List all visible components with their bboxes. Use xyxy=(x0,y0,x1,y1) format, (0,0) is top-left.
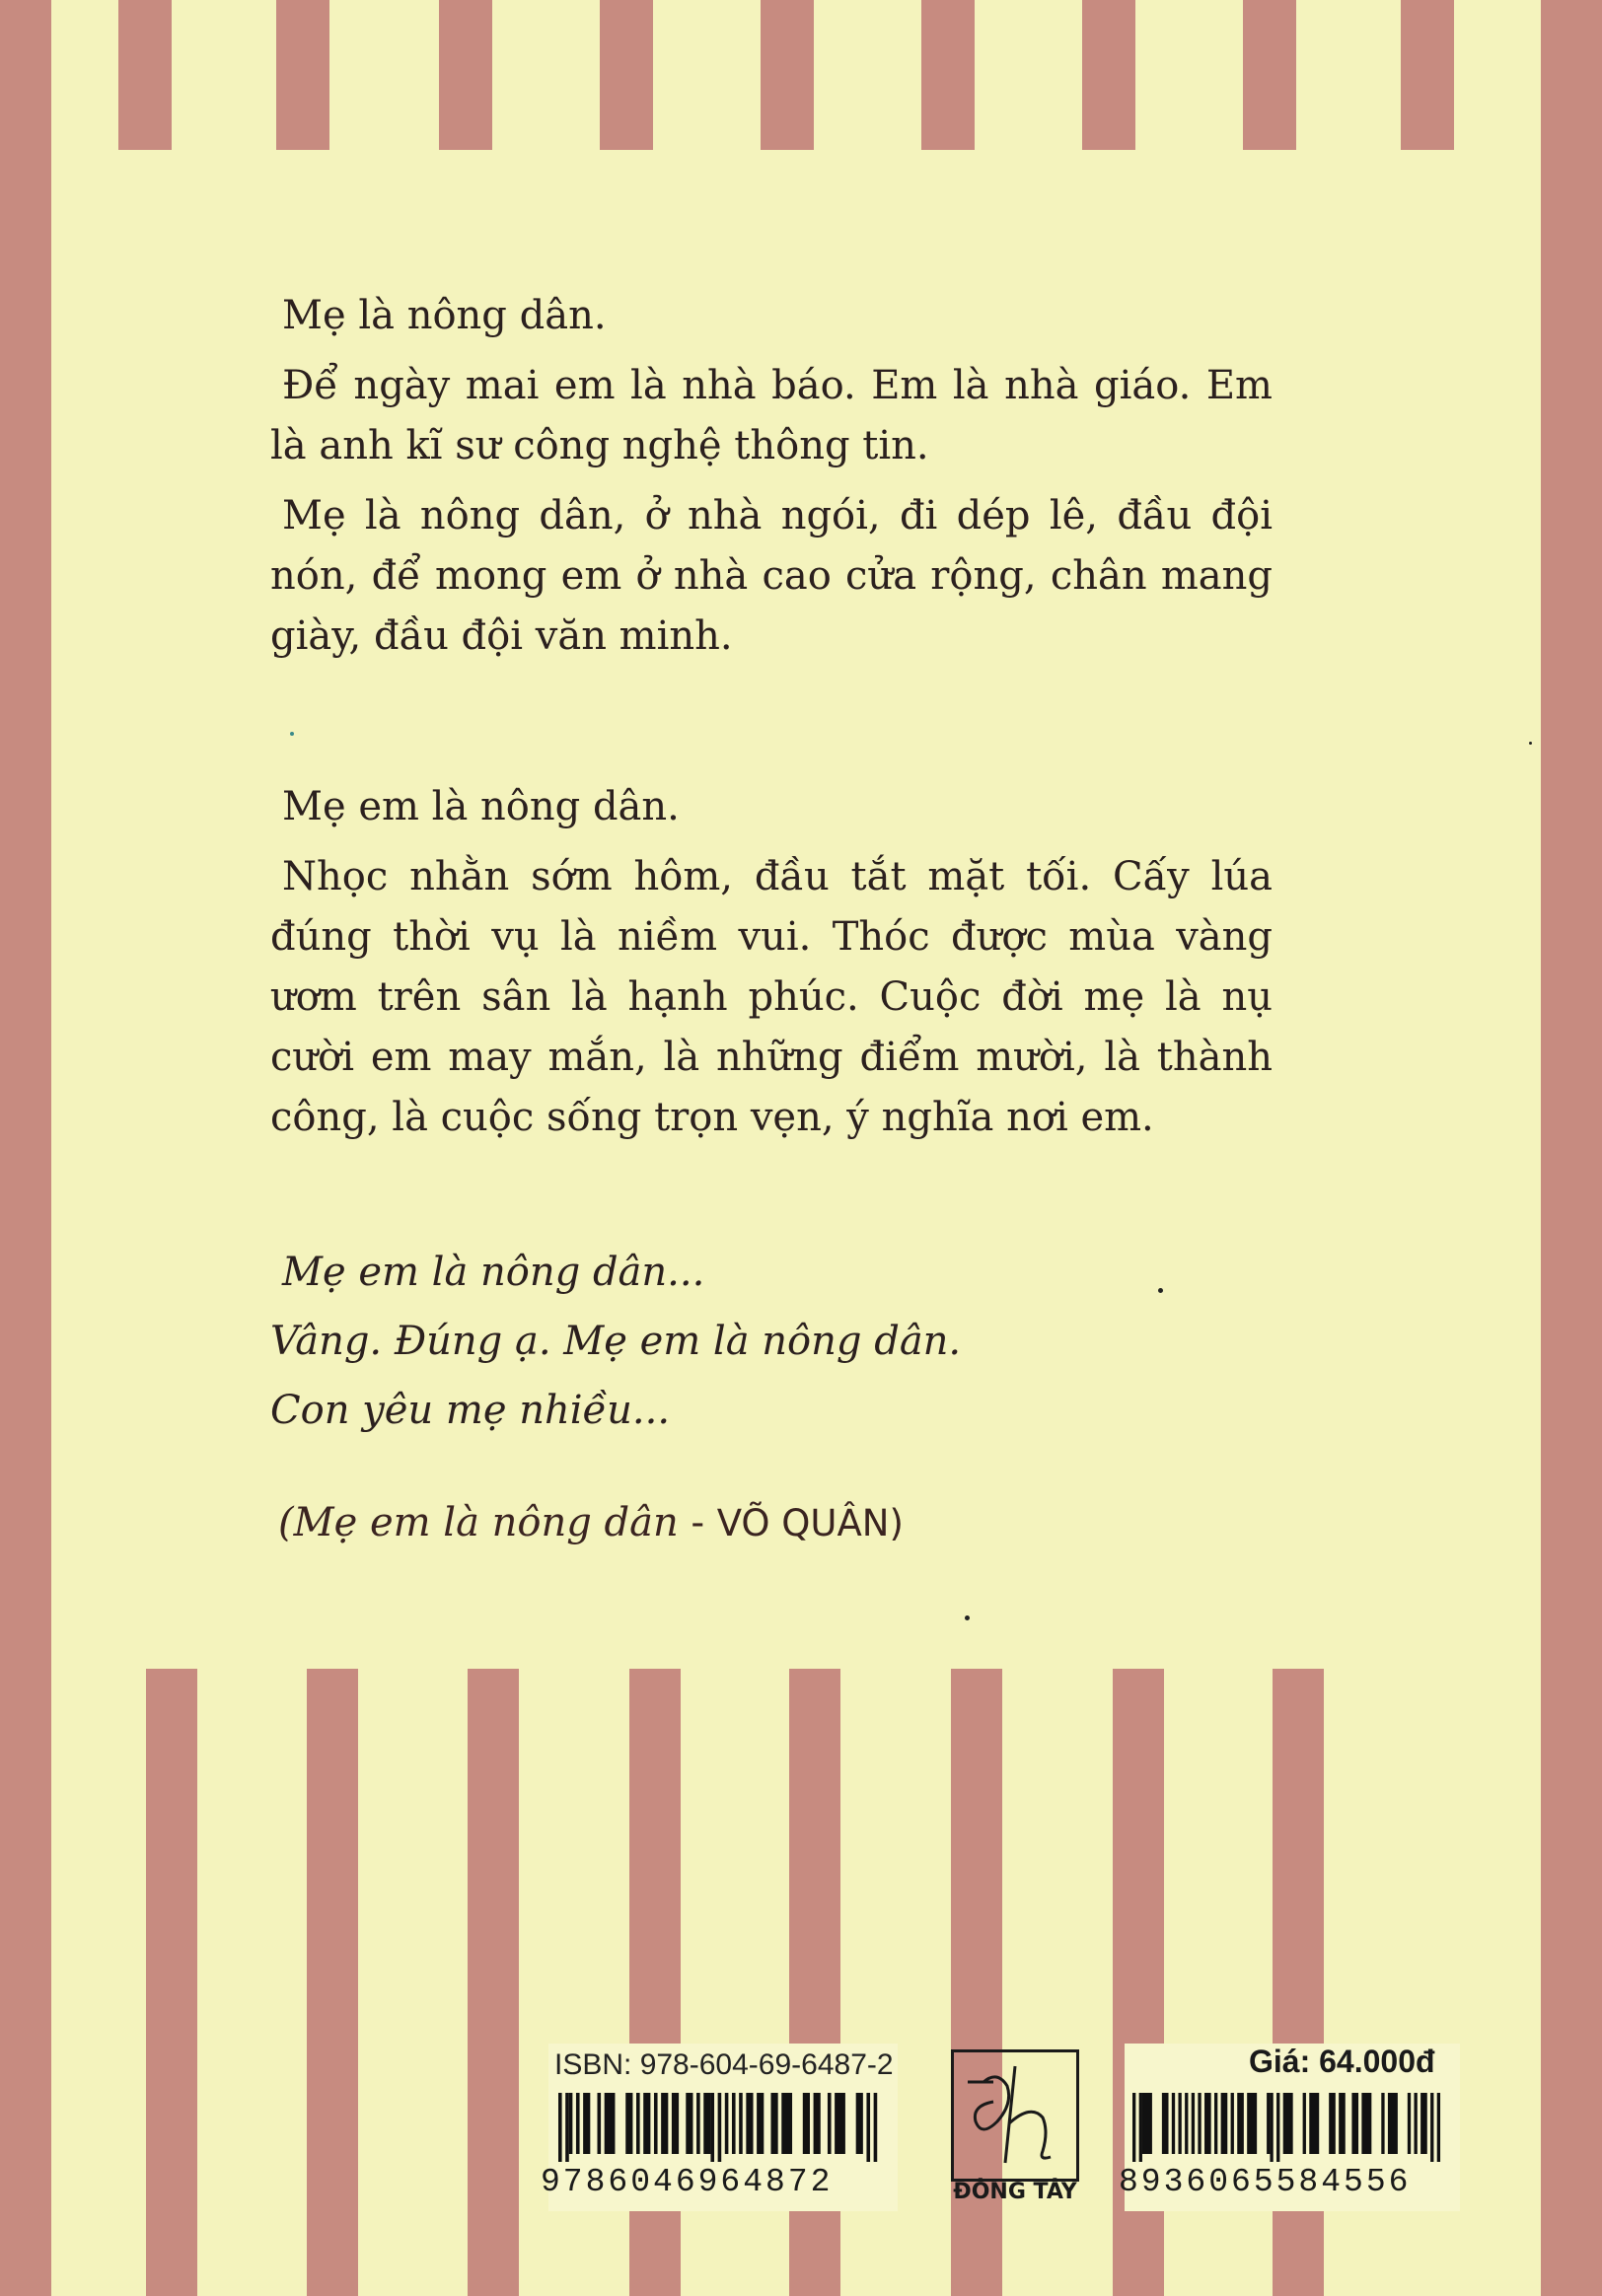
barcode-bar xyxy=(1276,2093,1279,2162)
barcode-bar xyxy=(1437,2093,1440,2162)
barcode-bar xyxy=(1303,2093,1306,2154)
barcode-bar xyxy=(1204,2093,1211,2154)
top-stripe xyxy=(1243,0,1296,150)
barcode-bar xyxy=(732,2093,736,2154)
barcode-bar xyxy=(1351,2093,1358,2154)
print-speck xyxy=(1529,742,1532,745)
print-speck xyxy=(965,1615,970,1620)
barcode-bar xyxy=(569,2093,573,2154)
isbn-barcode-digits: 9786046964872 xyxy=(541,2164,834,2200)
barcode-bar xyxy=(770,2093,777,2154)
barcode-bar xyxy=(856,2093,863,2154)
bottom-stripe xyxy=(146,1669,197,2296)
credit-author: VÕ QUÂN xyxy=(716,1502,890,1544)
barcode-bar xyxy=(835,2093,845,2154)
barcode-bar xyxy=(661,2093,668,2154)
barcode-bar xyxy=(1388,2093,1398,2154)
top-stripe xyxy=(761,0,814,150)
barcode-bar xyxy=(1408,2093,1411,2154)
barcode-bar xyxy=(1270,2093,1273,2162)
verse-line-1: Mẹ em là nông dân... xyxy=(282,1250,705,1295)
isbn-label: ISBN: 978-604-69-6487-2 xyxy=(554,2048,894,2081)
logo-mark-icon xyxy=(954,2052,1076,2179)
excerpt-block xyxy=(270,286,1273,677)
top-stripe xyxy=(118,0,172,150)
barcode-bar xyxy=(757,2093,764,2154)
barcode-bar xyxy=(874,2093,878,2162)
barcode-bar xyxy=(1185,2093,1188,2154)
barcode-bar xyxy=(1339,2093,1346,2154)
excerpt-paragraph-2: Để ngày mai em là nhà báo. Em là nhà giáo. Em là anh kĩ sư công nghệ thông tin. xyxy=(270,363,1273,468)
quote-credit xyxy=(278,1500,904,1545)
isbn-barcode xyxy=(558,2093,888,2162)
credit-open-paren: ( xyxy=(278,1500,294,1545)
excerpt-paragraph-4: Mẹ em là nông dân. xyxy=(282,784,680,829)
price-label: Giá: 64.000đ xyxy=(1249,2044,1435,2079)
excerpt-paragraph-3: Mẹ là nông dân, ở nhà ngói, đi dép lê, đầu đội nón, để mong em ở nhà cao cửa rộng, chân mang giày, đầu đội văn minh. xyxy=(270,493,1273,659)
barcode-bar xyxy=(1192,2093,1195,2154)
barcode-bar xyxy=(703,2093,710,2154)
top-stripe xyxy=(921,0,975,150)
bottom-stripe xyxy=(307,1669,358,2296)
barcode-bar xyxy=(828,2093,832,2154)
excerpt-paragraph-5: Nhọc nhằn sớm hôm, đầu tắt mặt tối. Cấy lúa đúng thời vụ là niềm vui. Thóc được mùa vàng ươm trên sân là hạnh phúc. Cuộc đời mẹ là nụ cười em may mắn, là những điểm mười, là thành công, là cuộc sống trọn vẹn, ý nghĩa nơi em. xyxy=(270,854,1273,1140)
barcode-bar xyxy=(1420,2093,1427,2154)
barcode-bar xyxy=(718,2093,722,2162)
bottom-stripe xyxy=(468,1669,519,2296)
barcode-bar xyxy=(1361,2093,1371,2154)
barcode-bar xyxy=(1237,2093,1244,2154)
barcode-bar xyxy=(1381,2093,1384,2154)
barcode-bar xyxy=(746,2093,753,2154)
barcode-bar xyxy=(1283,2093,1293,2154)
stripe-left-edge xyxy=(0,0,51,2296)
barcode-bar xyxy=(1329,2093,1336,2154)
barcode-bar xyxy=(1142,2093,1152,2154)
excerpt-paragraph-1: Mẹ là nông dân. xyxy=(282,293,607,338)
dong-tay-logo-icon xyxy=(951,2049,1079,2182)
barcode-bar xyxy=(625,2093,632,2154)
barcode-bar xyxy=(866,2093,870,2162)
barcode-bar xyxy=(1214,2093,1217,2154)
barcode-bar xyxy=(1247,2093,1257,2154)
barcode-bar xyxy=(696,2093,700,2154)
barcode-bar xyxy=(558,2093,562,2162)
barcode-bar xyxy=(1198,2093,1201,2154)
barcode-bar xyxy=(565,2093,569,2162)
barcode-bar xyxy=(1309,2093,1319,2154)
stripe-right-edge xyxy=(1541,0,1602,2296)
publisher-name: ĐÔNG TÂY xyxy=(953,2180,1077,2204)
top-stripe xyxy=(276,0,329,150)
barcode-bar xyxy=(781,2093,792,2154)
verse-line-2: Vâng. Đúng ạ. Mẹ em là nông dân. xyxy=(270,1319,962,1364)
barcode-bar xyxy=(1132,2093,1135,2162)
verse-line-3: Con yêu mẹ nhiều... xyxy=(270,1388,671,1433)
barcode-bar xyxy=(1231,2093,1234,2154)
barcode-bar xyxy=(725,2093,729,2154)
barcode-bar xyxy=(636,2093,640,2154)
barcode-bar xyxy=(605,2093,616,2154)
barcode-bar xyxy=(1162,2093,1169,2154)
barcode-bar xyxy=(1414,2093,1417,2154)
barcode-bar xyxy=(1267,2093,1270,2154)
barcode-bar xyxy=(1178,2093,1181,2154)
price-barcode xyxy=(1132,2093,1450,2162)
barcode-bar xyxy=(686,2093,692,2154)
credit-title: Mẹ em là nông dân xyxy=(293,1500,679,1545)
print-speck xyxy=(1158,1288,1163,1293)
barcode-bar xyxy=(803,2093,810,2154)
barcode-bar xyxy=(1430,2093,1433,2162)
barcode-bar xyxy=(643,2093,650,2154)
credit-close-paren: ) xyxy=(889,1502,904,1544)
barcode-bar xyxy=(672,2093,679,2154)
barcode-bar xyxy=(814,2093,821,2154)
credit-dash: - xyxy=(678,1500,717,1545)
top-stripe xyxy=(1401,0,1454,150)
barcode-bar xyxy=(710,2093,714,2162)
top-stripe xyxy=(439,0,492,150)
publisher-logo xyxy=(951,2049,1079,2215)
barcode-bar xyxy=(576,2093,580,2154)
barcode-bar xyxy=(1172,2093,1175,2154)
barcode-bar xyxy=(1221,2093,1228,2154)
barcode-bar xyxy=(739,2093,743,2154)
excerpt-block-2 xyxy=(270,777,1273,1158)
barcode-bar xyxy=(583,2093,590,2154)
print-speck xyxy=(290,732,294,736)
top-stripe xyxy=(1082,0,1135,150)
barcode-bar xyxy=(654,2093,658,2154)
verse-block xyxy=(270,1238,961,1445)
price-barcode-digits: 8936065584556 xyxy=(1119,2164,1412,2200)
barcode-bar xyxy=(1139,2093,1142,2162)
top-stripe xyxy=(600,0,653,150)
barcode-bar xyxy=(598,2093,602,2154)
